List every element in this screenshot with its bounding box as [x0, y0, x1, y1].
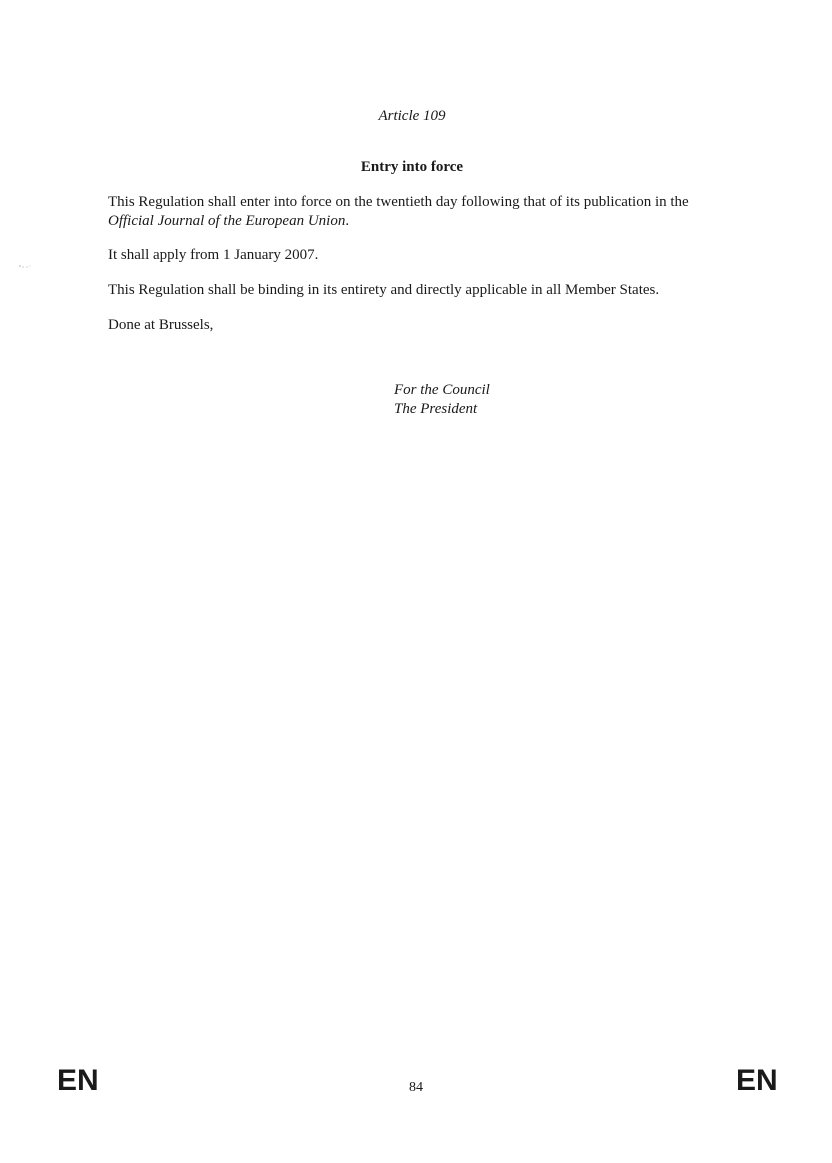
paragraph-binding: This Regulation shall be binding in its entirety and directly applicable in all Member States.: [108, 282, 660, 298]
page-number: 84: [409, 1080, 423, 1095]
journal-title: Official Journal of the European Union: [108, 213, 346, 229]
signature-line-president: The President: [394, 401, 478, 417]
paragraph-done-at: Done at Brussels,: [108, 317, 214, 333]
scan-speck-mark: [17, 262, 33, 270]
article-number: Article 109: [378, 108, 446, 124]
paragraph-entry-into-force: [108, 193, 728, 231]
language-code-right: EN: [736, 1064, 778, 1097]
paragraph-text: This Regulation shall enter into force on the twentieth day following that of its publication in the: [108, 194, 689, 210]
signature-line-council: For the Council: [394, 382, 490, 398]
paragraph-text-end: .: [345, 213, 350, 229]
article-heading: Entry into force: [360, 159, 464, 175]
language-code-left: EN: [57, 1064, 99, 1097]
paragraph-application-date: It shall apply from 1 January 2007.: [108, 247, 319, 263]
signature-block: [394, 381, 490, 419]
